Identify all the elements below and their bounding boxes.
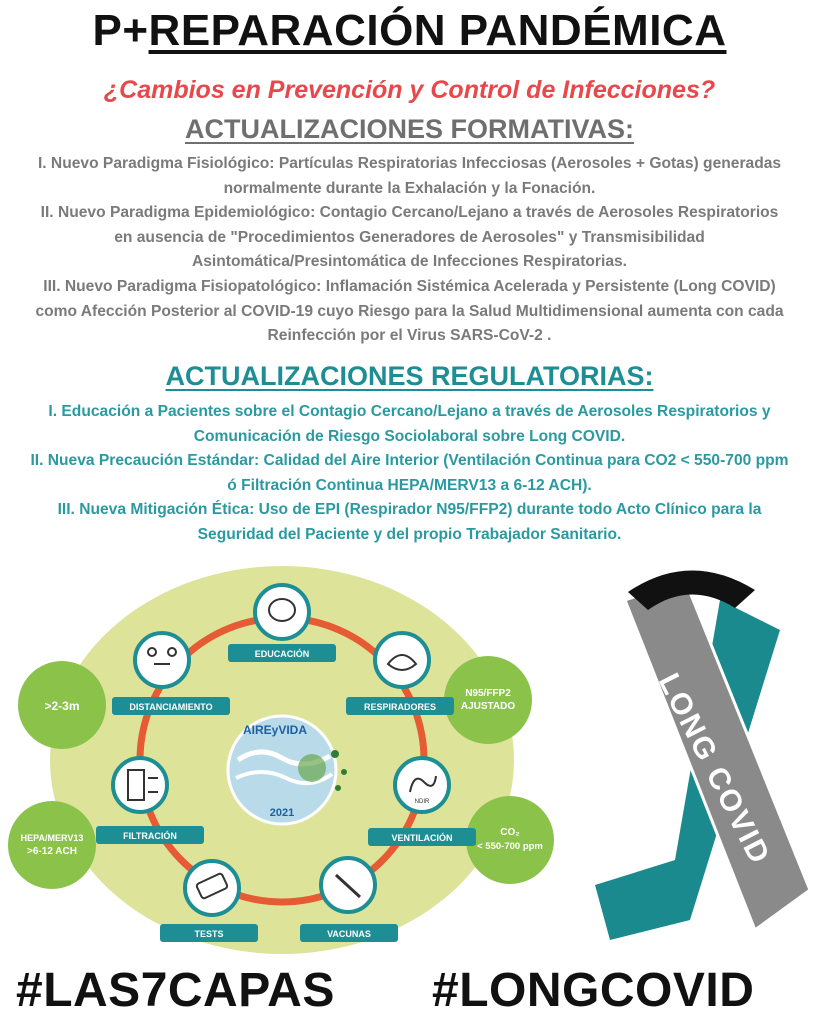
regulatorias-list [30,400,789,548]
title-prefix: P+ [92,6,149,55]
bubble-distance [18,661,106,749]
seven-layers-diagram [0,560,560,960]
bubble-hepa-line2: >6-12 ACH [27,846,77,857]
bubble-co2 [466,796,554,884]
bubble-distance-text: >2-3m [44,699,80,713]
long-covid-ribbon [570,560,819,950]
regulatorias-item-1: I. Educación a Pacientes sobre el Contagio Cercano/Lejano a través de Aerosoles Respiratorios y Comunicación de Riesgo Sociolaboral sobre Long COVID. [48,403,771,445]
bubble-co2-line2: < 550-700 ppm [477,841,543,852]
bubble-hepa [8,801,96,889]
subtitle: ¿Cambios en Prevención y Control de Infecciones? [103,76,716,104]
formativas-item-1: I. Nuevo Paradigma Fisiológico: Partículas Respiratorias Infecciosas (Aerosoles + Gotas) generadas normalmente durante la Exhalación y la Fonación. [37,155,782,197]
virus-icon [298,754,326,782]
formativas-list [30,152,789,349]
formativas-item-2: II. Nuevo Paradigma Epidemiológico: Contagio Cercano/Lejano a través de Aerosoles Respiratorios en ausencia de "Procedimientos Generadores de Aerosoles" y Transmisibilidad Asintomática/Presintomática de Infecciones Respiratorias. [40,204,779,271]
layer-distanciamiento-label: DISTANCIAMIENTO [129,702,213,712]
regulatorias-item-2: II. Nueva Precaución Estándar: Calidad del Aire Interior (Ventilación Continua para CO2 < 550-700 ppm ó Filtración Continua HEPA/MERV13 a 6-12 ACH). [30,452,789,494]
center-year: 2021 [269,807,295,819]
formativas-heading: ACTUALIZACIONES FORMATIVAS: [185,114,634,144]
bubble-hepa-line1: HEPA/MERV13 [20,833,84,843]
bubble-respirator-line2: AJUSTADO [460,701,516,712]
ribbon-text: LONG COVID [651,668,777,871]
hashtag-las7capas[interactable]: #LAS7CAPAS [16,964,335,1017]
title-main: REPARACIÓN PANDÉMICA [148,6,727,55]
layer-filtracion-label: FILTRACIÓN [123,831,177,841]
ndir-label: NDIR [414,799,430,805]
regulatorias-item-3: III. Nueva Mitigación Ética: Uso de EPI (Respirador N95/FFP2) durante todo Acto Clínico para la Seguridad del Paciente y del propio Trabajador Sanitario. [57,501,762,543]
hashtag-longcovid[interactable]: #LONGCOVID [432,964,755,1017]
bubble-co2-line1: CO₂ [500,827,520,838]
center-brand: AIREyVIDA [242,723,308,737]
layer-respiradores-label: RESPIRADORES [363,702,437,712]
layer-ventilacion-label: VENTILACIÓN [391,833,453,843]
layer-vacunas-label: VACUNAS [327,929,371,939]
bubble-respirator-line1: N95/FFP2 [465,688,511,699]
regulatorias-heading: ACTUALIZACIONES REGULATORIAS: [165,361,654,391]
page-title [0,6,819,56]
formativas-item-3: III. Nuevo Paradigma Fisiopatológico: Inflamación Sistémica Acelerada y Persistente (Long COVID) como Afección Posterior al COVID-19 cuyo Riesgo para la Salud Multidimensional aumenta con cada Reinfección por el Virus SARS-CoV-2 . [35,277,784,345]
bubble-respirator [444,656,532,744]
layer-educacion-label: EDUCACIÓN [254,649,310,659]
layer-tests-label: TESTS [194,929,224,939]
